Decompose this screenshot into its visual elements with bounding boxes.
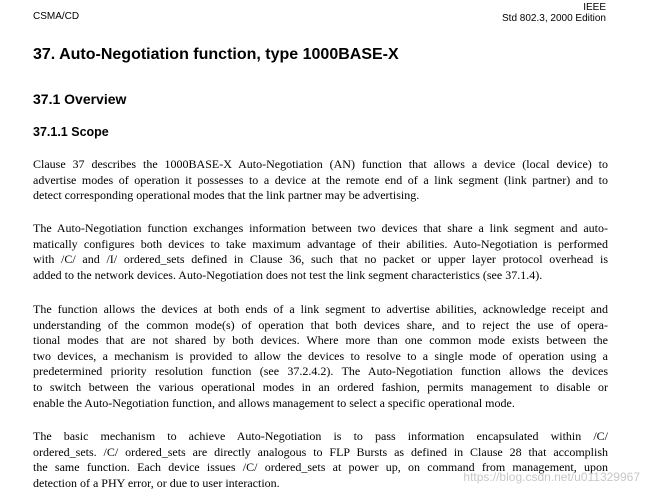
text-line: Clause 37 describes the 1000BASE-X Auto-Negotiation (AN) function that allows a device (local device) to [33, 157, 608, 171]
text-line: tional modes that are not shared by both devices. Where more than one common mode exists between the [33, 333, 608, 348]
text-line: matically configures both devices to take maximum advantage of their abilities. Auto-Negotiation is performed [33, 236, 608, 251]
header-standard: Std 802.3, 2000 Edition [502, 13, 606, 24]
text-line: The function allows the devices at both ends of a link segment to advertise abilities, acknowledge receipt and [33, 302, 608, 316]
subsection-title: 37.1.1 Scope [33, 125, 109, 139]
text-line: ordered_sets. /C/ ordered_sets are directly analogous to FLP Bursts as defined in Clause 28 that accomplish [33, 444, 608, 459]
text-line: to switch between the various operational modes in an ordered fashion, permits management to disable or [33, 379, 608, 394]
running-header-left: CSMA/CD [33, 11, 80, 22]
text-line: The basic mechanism to achieve Auto-Negotiation is to pass information encapsulated within /C/ [33, 429, 608, 443]
text-line: with /C/ and /I/ ordered_sets defined in Clause 36, such that no packet or upper layer protocol overhead is [33, 252, 608, 267]
text-line: enable the Auto-Negotiation function, and allows management to select a specific operational mode. [33, 395, 515, 410]
text-line: detection of a PHY error, or due to user interaction. [33, 475, 280, 490]
paragraph-1 [33, 157, 608, 204]
text-line: detect corresponding operational modes that the link partner may be advertising. [33, 188, 420, 203]
text-line: added to the network devices. Auto-Negotiation does not test the link segment characteristics (see 37.1.4). [33, 267, 543, 282]
text-line: advertise modes of operation it possesses to a device at the remote end of a link segment (link partner) and to [33, 172, 608, 187]
paragraph-2 [33, 221, 608, 283]
clause-title: 37. Auto-Negotiation function, type 1000BASE-X [33, 46, 399, 63]
text-line: The Auto-Negotiation function exchanges information between two devices that share a link segment and auto- [33, 221, 608, 235]
paragraph-3 [33, 302, 608, 411]
text-line: the same function. Each device issues /C/ ordered_sets at power up, on command from management, upon [33, 460, 608, 475]
text-line: understanding of the common mode(s) of operation that both devices share, and to reject the use of opera- [33, 317, 608, 332]
running-header-right [502, 2, 606, 24]
text-line: predetermined priority resolution function (see 37.2.4.2). The Auto-Negotiation function allows the devices [33, 364, 608, 379]
header-org: IEEE [583, 2, 606, 13]
watermark: https://blog.csdn.net/u011329967 [463, 470, 640, 484]
section-title: 37.1 Overview [33, 91, 127, 107]
text-line: two devices, a mechanism is provided to allow the devices to resolve to a single mode of operation using a [33, 348, 608, 363]
